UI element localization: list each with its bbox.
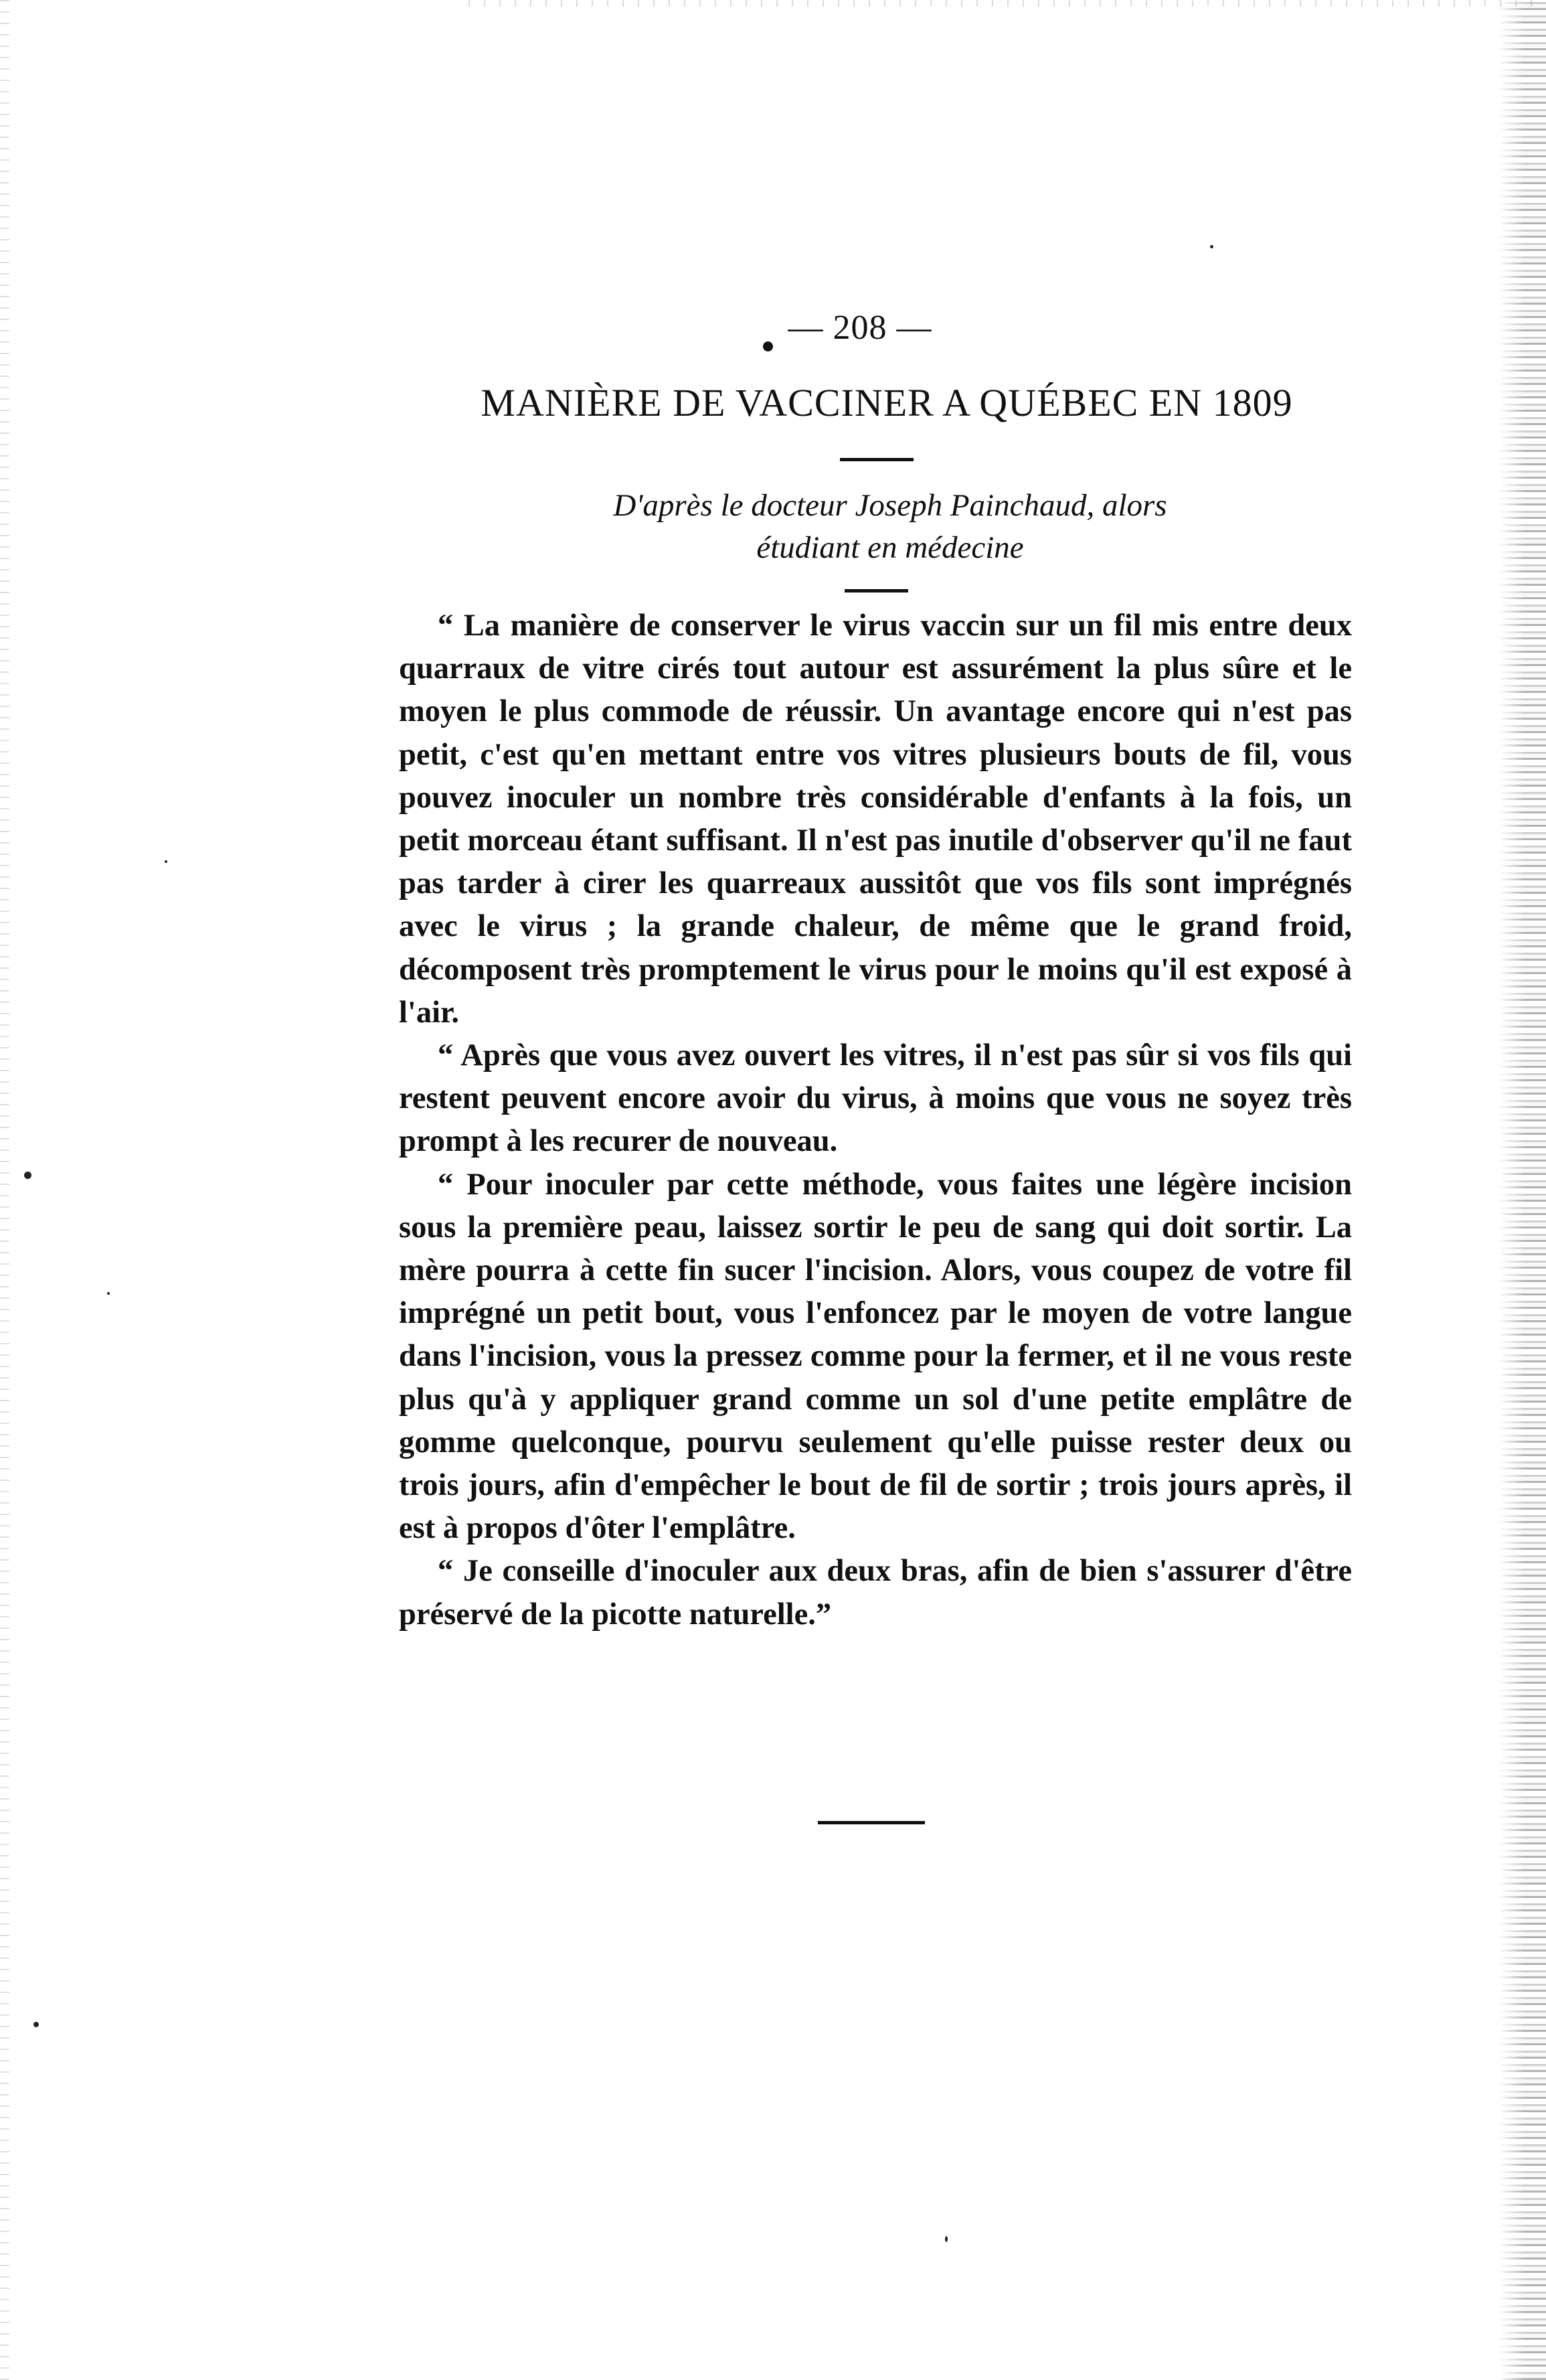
- article-heading: MANIÈRE DE VACCINER A QUÉBEC EN 1809: [481, 381, 1293, 424]
- scan-edge-top: [468, 0, 1539, 7]
- scan-speck: [24, 1172, 31, 1179]
- end-divider: [818, 1821, 925, 1824]
- subtitle-divider: [845, 589, 908, 592]
- paragraph: “ La manière de conserver le virus vaccin sur un fil mis entre deux quarraux de vitre cirés tout autour est assurément la plus sûre et le moyen le plus commode de réussir. Un avantage encore qui n'est pas petit, c'est qu'en mettant entre vos vitres plusieurs bouts de fil, vous pouvez inoculer un nombre très considérable d'enfants à la fois, un petit morceau étant suffisant. Il n'est pas inutile d'observer qu'il ne faut pas tarder à cirer les quarreaux aussitôt que vos fils sont imprégnés avec le virus ; la grande chaleur, de même que le grand froid, décomposent très promptement le virus pour le moins qu'il est exposé à l'air.: [399, 609, 1352, 1030]
- scan-speck: [165, 860, 167, 863]
- page-number: — 208 —: [788, 309, 932, 347]
- paragraph: “ Je conseille d'inoculer aux deux bras, afin de bien s'assurer d'être préservé de la picotte naturelle.”: [399, 1554, 1352, 1632]
- scan-speck: [945, 2236, 948, 2242]
- scan-edge-right: [1499, 0, 1546, 2380]
- scan-speck: [1210, 245, 1213, 248]
- heading-divider: [840, 458, 914, 461]
- paragraph: “ Après que vous avez ouvert les vitres, il n'est pas sûr si vos fils qui restent peuvent encore avoir du virus, à moins que vous ne soyez très prompt à les recurer de nouveau.: [399, 1038, 1352, 1159]
- paragraph: “ Pour inoculer par cette méthode, vous faites une légère incision sous la première peau, laissez sortir le peu de sang qui doit sortir. La mère pourra à cette fin sucer l'incision. Alors, vous coupez de votre fil imprégné un petit bout, vous l'enfoncez par le moyen de votre langue dans l'incision, vous la pressez comme pour la fermer, et il ne vous reste plus qu'à y appliquer grand comme un sol d'une petite emplâtre de gomme quelconque, pourvu seulement qu'elle puisse rester deux ou trois jours, afin d'empêcher le bout de fil de sortir ; trois jours après, il est à propos d'ôter l'emplâtre.: [399, 1167, 1352, 1546]
- scan-speck: [33, 2022, 39, 2027]
- subtitle-line-1: D'après le docteur Joseph Painchaud, alors: [613, 488, 1167, 523]
- scan-edge-left: [0, 0, 9, 2380]
- scan-speck: [107, 1292, 110, 1295]
- article-body: [399, 605, 1352, 1636]
- subtitle-line-2: étudiant en médecine: [756, 530, 1024, 565]
